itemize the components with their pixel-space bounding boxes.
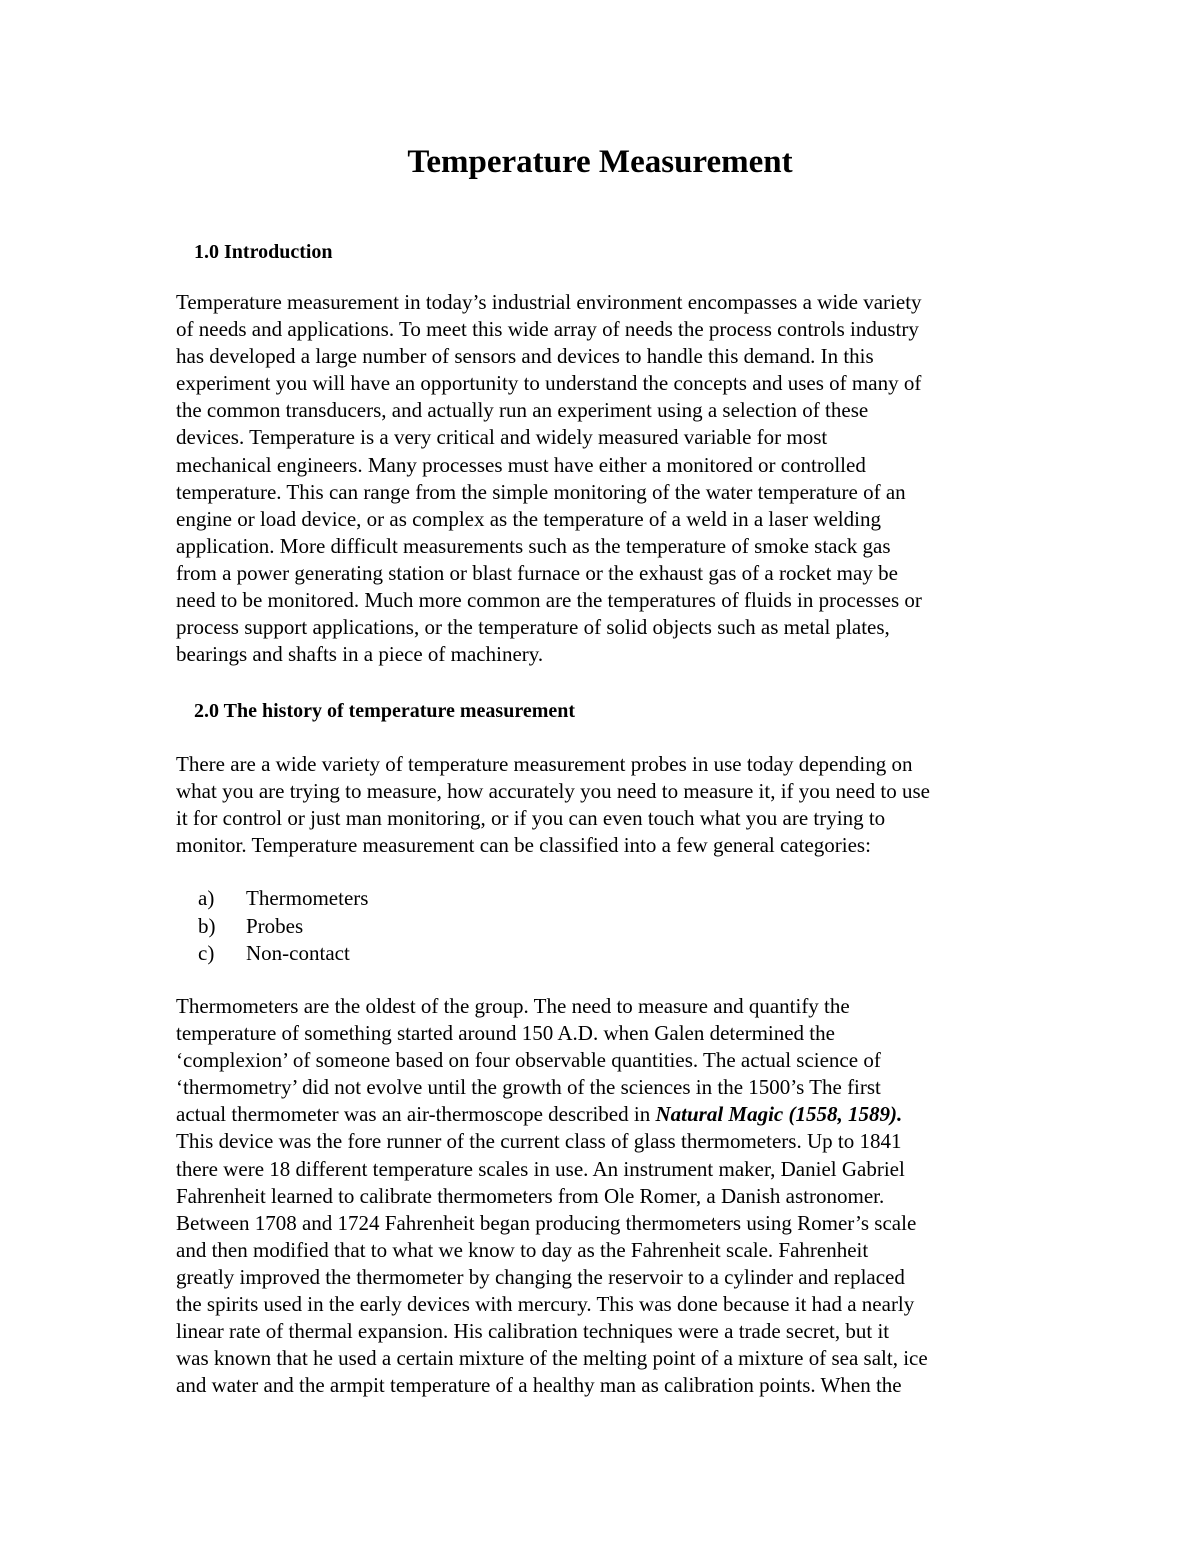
text-line: the spirits used in the early devices with mercury. This was done because it had a nearly: [176, 1292, 915, 1317]
text-line: was known that he used a certain mixture of the melting point of a mixture of sea salt, ice: [176, 1346, 928, 1371]
text-line-with-italic: [176, 1101, 1036, 1128]
thermometers-history-paragraph: [176, 993, 1036, 1399]
text-line: Between 1708 and 1724 Fahrenheit began producing thermometers using Romer’s scale: [176, 1210, 917, 1235]
text-line: Thermometers are the oldest of the group. The need to measure and quantify the: [176, 994, 850, 1018]
text-line: engine or load device, or as complex as the temperature of a weld in a laser welding: [176, 506, 881, 531]
list-marker: b): [198, 913, 216, 938]
history-intro-paragraph: [176, 751, 1036, 859]
text-line: devices. Temperature is a very critical and widely measured variable for most: [176, 425, 828, 450]
text-line: Fahrenheit learned to calibrate thermometers from Ole Romer, a Danish astronomer.: [176, 1183, 885, 1208]
text-line: There are a wide variety of temperature measurement probes in use today depending on: [176, 752, 913, 776]
text-line: ‘complexion’ of someone based on four observable quantities. The actual science of: [176, 1048, 881, 1073]
text-fragment: actual thermometer was an air-thermoscope described in: [176, 1102, 656, 1127]
text-line: what you are trying to measure, how accurately you need to measure it, if you need to use: [176, 779, 931, 804]
list-item-label: Probes: [246, 913, 304, 938]
list-item-label: Thermometers: [246, 886, 369, 910]
list-marker: a): [198, 886, 215, 910]
list-marker: c): [198, 941, 215, 965]
text-line: from a power generating station or blast furnace or the exhaust gas of a rocket may be: [176, 560, 898, 585]
categories-list: [198, 885, 368, 968]
list-item: [198, 885, 368, 913]
text-line: and then modified that to what we know to day as the Fahrenheit scale. Fahrenheit: [176, 1237, 869, 1262]
text-line: Temperature measurement in today’s industrial environment encompasses a wide variety: [176, 290, 922, 314]
text-line: the common transducers, and actually run an experiment using a selection of these: [176, 398, 869, 423]
text-line: monitor. Temperature measurement can be classified into a few general categories:: [176, 833, 871, 858]
text-line: process support applications, or the temperature of solid objects such as metal plates,: [176, 615, 890, 640]
section-heading-introduction: 1.0 Introduction: [194, 241, 333, 263]
text-line: mechanical engineers. Many processes must have either a monitored or controlled: [176, 452, 866, 477]
text-line: greatly improved the thermometer by changing the reservoir to a cylinder and replaced: [176, 1264, 905, 1289]
text-line: application. More difficult measurements such as the temperature of smoke stack gas: [176, 533, 891, 558]
document-title: Temperature Measurement: [407, 144, 793, 180]
list-item: [198, 913, 368, 941]
text-line: ‘thermometry’ did not evolve until the growth of the sciences in the 1500’s The first: [176, 1075, 881, 1100]
text-line: of needs and applications. To meet this wide array of needs the process controls industry: [176, 317, 919, 342]
section-heading-history: 2.0 The history of temperature measurement: [194, 700, 576, 722]
text-line: it for control or just man monitoring, or if you can even touch what you are trying to: [176, 806, 886, 831]
list-item: [198, 940, 368, 968]
text-line: need to be monitored. Much more common are the temperatures of fluids in processes or: [176, 588, 922, 613]
text-line: there were 18 different temperature scales in use. An instrument maker, Daniel Gabriel: [176, 1156, 905, 1181]
text-line: experiment you will have an opportunity to understand the concepts and uses of many of: [176, 371, 922, 396]
text-line: temperature of something started around 150 A.D. when Galen determined the: [176, 1021, 835, 1046]
text-line: and water and the armpit temperature of a healthy man as calibration points. When the: [176, 1373, 902, 1398]
book-title-italic: Natural Magic (1558, 1589).: [655, 1102, 903, 1127]
text-line: bearings and shafts in a piece of machinery.: [176, 642, 544, 667]
list-item-label: Non-contact: [246, 941, 350, 965]
text-line: has developed a large number of sensors and devices to handle this demand. In this: [176, 344, 874, 369]
text-line: This device was the fore runner of the current class of glass thermometers. Up to 1841: [176, 1129, 902, 1154]
text-line: temperature. This can range from the simple monitoring of the water temperature of an: [176, 479, 906, 504]
introduction-paragraph: [176, 289, 1036, 668]
text-line: linear rate of thermal expansion. His calibration techniques were a trade secret, but it: [176, 1319, 890, 1344]
